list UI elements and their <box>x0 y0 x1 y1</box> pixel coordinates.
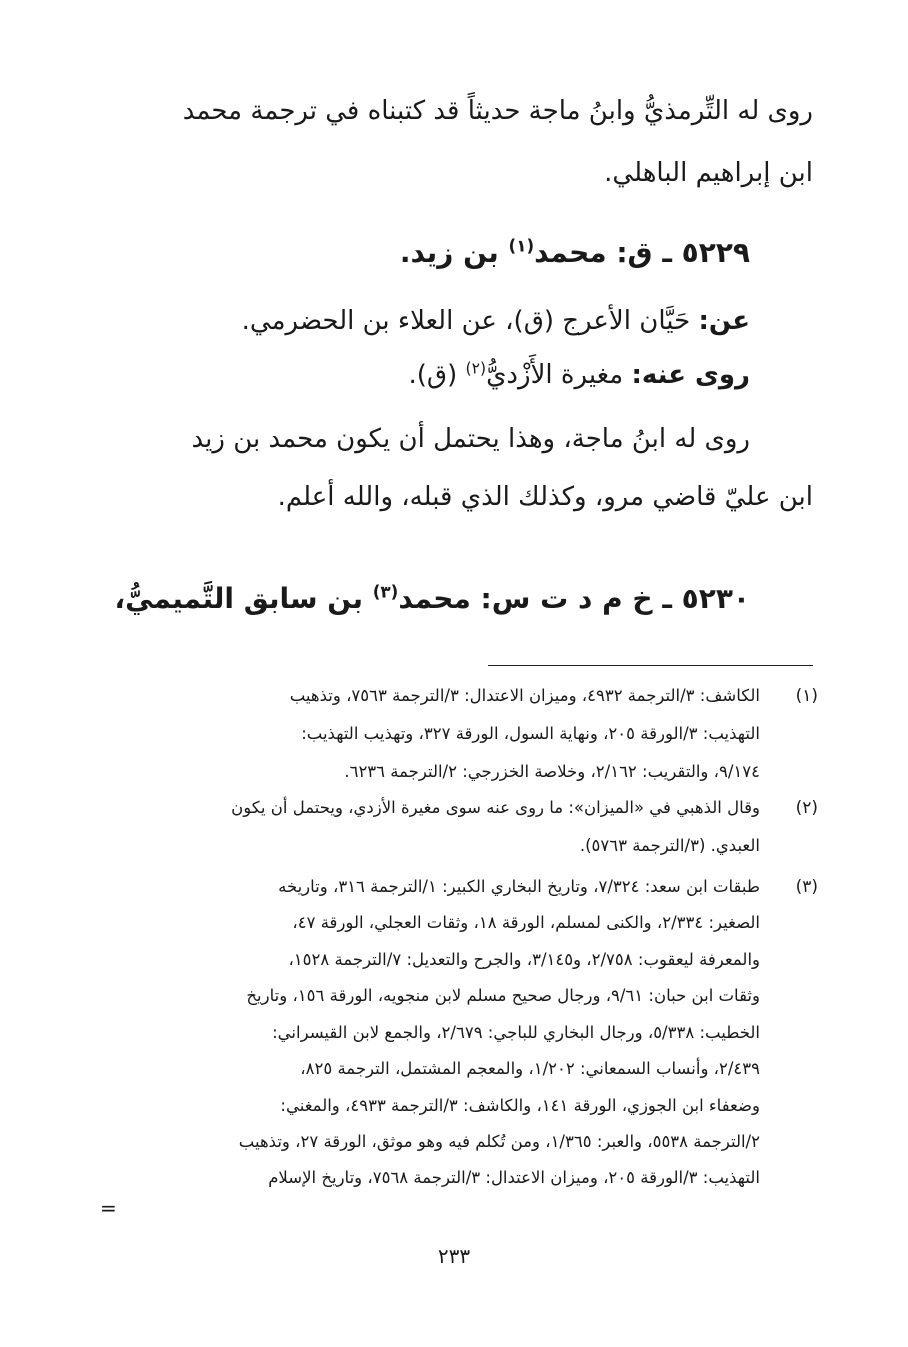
footnote-line: ٢/٤٣٩، وأنساب السمعاني: ١/٢٠٢، والمعجم المشتمل، الترجمة ٨٢٥، <box>300 1059 760 1078</box>
rawa-label: روى عنه: <box>631 360 750 390</box>
entry-5229-note-line2: ابن عليّ قاضي مرو، وكذلك الذي قبله، والله أعلم. <box>277 482 813 512</box>
footnote-line: طبقات ابن سعد: ٧/٣٢٤، وتاريخ البخاري الكبير: ١/الترجمة ٣١٦، وتاريخه <box>278 877 760 896</box>
footnote-line: وثقات ابن حبان: ٩/٦١، ورجال صحيح مسلم لابن منجويه، الورقة ١٥٦، وتاريخ <box>246 986 760 1005</box>
footnote-ref: (١) <box>508 235 535 256</box>
footnote-line: العبدي. (٣/الترجمة ٥٧٦٣). <box>579 836 760 855</box>
footnote-ref: (٢) <box>465 359 487 378</box>
rawa-end: (ق). <box>408 360 466 390</box>
entry-5229-an <box>242 306 750 336</box>
entry-5229-heading <box>400 236 750 269</box>
footnote-line: التهذيب: ٣/الورقة ٢٠٥، وميزان الاعتدال: ٣/الترجمة ٧٥٦٨، وتاريخ الإسلام <box>268 1168 760 1187</box>
footnote-number: (٣) <box>795 877 818 897</box>
footnote-line: وقال الذهبي في «الميزان»: ما روى عنه سوى مغيرة الأزدي، ويحتمل أن يكون <box>231 798 760 817</box>
entry-heading-text: ٥٢٣٠ ـ خ م د ت س: محمد <box>398 582 750 615</box>
entry-5230-heading <box>115 582 751 615</box>
an-label: عن: <box>698 306 750 336</box>
footnote-line: والمعرفة ليعقوب: ٢/٧٥٨، و٣/١٤٥، والجرح والتعديل: ٧/الترجمة ١٥٢٨، <box>288 950 760 969</box>
footnote-number: (٢) <box>795 798 818 818</box>
footnote-separator <box>488 665 813 666</box>
footnote-line: الكاشف: ٣/الترجمة ٤٩٣٢، وميزان الاعتدال: ٣/الترجمة ٧٥٦٣، وتذهيب <box>289 686 760 705</box>
para1-line2: ابن إبراهيم الباهلي. <box>604 158 813 188</box>
footnote-line: ٢/الترجمة ٥٥٣٨، والعبر: ١/٣٦٥، ومن تُكلم فيه وهو موثق، الورقة ٢٧، وتذهيب <box>238 1132 760 1151</box>
entry-heading-rest: بن زيد. <box>399 236 509 269</box>
page-number: ٢٣٣ <box>437 1244 471 1268</box>
footnote-line: ٩/١٧٤، والتقريب: ٢/١٦٢، وخلاصة الخزرجي: ٢/الترجمة ٦٢٣٦. <box>344 762 760 781</box>
footnote-line: التهذيب: ٣/الورقة ٢٠٥، ونهاية السول، الورقة ٣٢٧، وتهذيب التهذيب: <box>301 724 760 743</box>
entry-5229-rawa <box>409 360 751 390</box>
entry-heading-rest: بن سابق التَّميميُّ، <box>114 582 373 615</box>
footnote-line: وضعفاء ابن الجوزي، الورقة ١٤١، والكاشف: ٣/الترجمة ٤٩٣٣، والمغني: <box>280 1096 760 1115</box>
entry-heading-text: ٥٢٢٩ ـ ق: محمد <box>534 236 750 269</box>
an-text: حَيَّان الأعرج (ق)، عن العلاء بن الحضرمي. <box>241 306 699 336</box>
para1-line1: روى له التِّرمذيُّ وابنُ ماجة حديثاً قد كتبناه في ترجمة محمد <box>182 96 813 126</box>
footnote-line: الصغير: ٢/٣٣٤، والكنى لمسلم، الورقة ١٨، وثقات العجلي، الورقة ٤٧، <box>292 913 760 932</box>
footnote-line: الخطيب: ٥/٣٣٨، ورجال البخاري للباجي: ٢/٦٧٩، والجمع لابن القيسراني: <box>272 1023 760 1042</box>
footnote-ref: (٣) <box>372 581 399 602</box>
rawa-text: مغيرة الأَزْديُّ <box>486 360 632 390</box>
continuation-mark: = <box>100 1196 117 1220</box>
entry-5229-note-line1: روى له ابنُ ماجة، وهذا يحتمل أن يكون محمد بن زيد <box>191 424 750 454</box>
footnote-number: (١) <box>795 686 818 706</box>
